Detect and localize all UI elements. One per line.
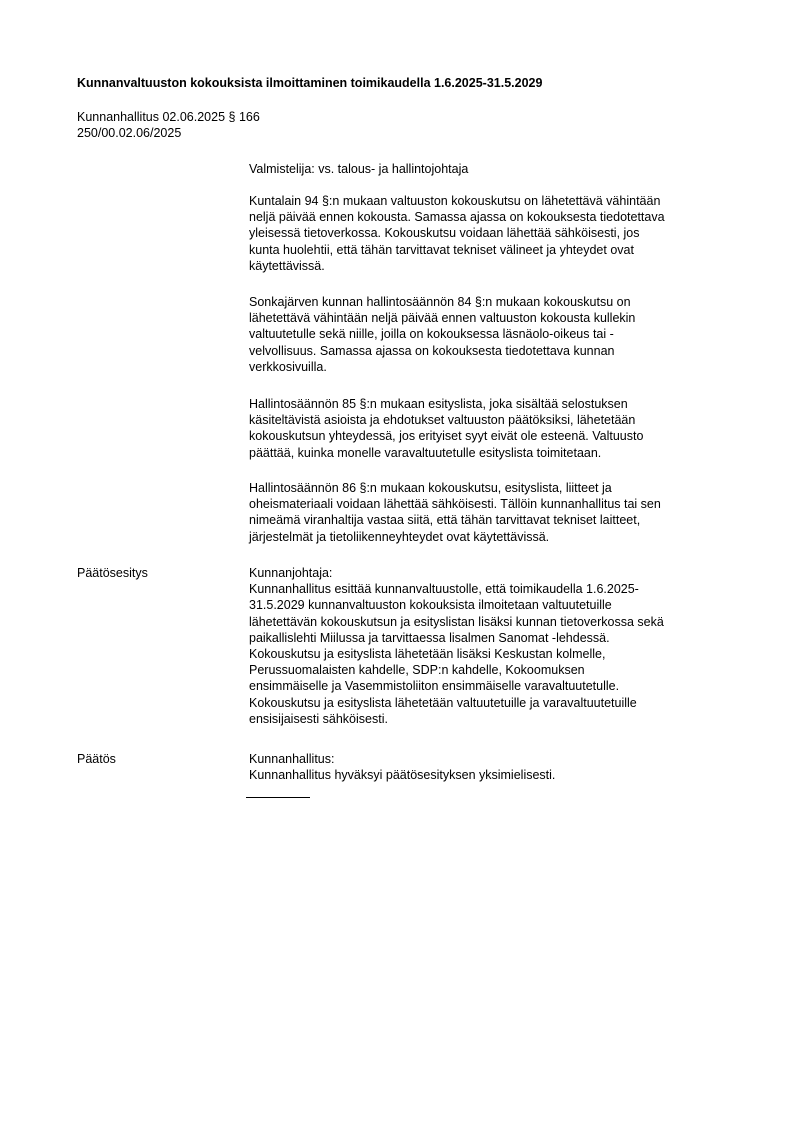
paragraph-text: Hallintosäännön 86 §:n mukaan kokouskutsu, esityslista, liitteet ja oheismateriaali voidaan lähettää sähköisesti. Tällöin kunnanhallitus tai sen nimeämä viranhaltija vastaa siitä, että tähän tarvittavat tekniset laitteet, järjestelmät ja tietoliikenneyhteydet ovat käytettävissä.: [249, 481, 661, 544]
meeting-meta: [77, 109, 260, 141]
case-number: 250/00.02.06/2025: [77, 126, 182, 140]
document-title: Kunnanvaltuuston kokouksista ilmoittaminen toimikaudella 1.6.2025-31.5.2029: [77, 76, 543, 90]
proposal-section: [249, 565, 749, 727]
decision-label: Päätös: [77, 752, 116, 766]
proposal-label: Päätösesitys: [77, 566, 148, 580]
paragraph-1: [249, 193, 749, 274]
decision-section: [249, 751, 749, 783]
paragraph-text: Kuntalain 94 §:n mukaan valtuuston kokouskutsu on lähetettävä vähintään neljä päivää ennen kokousta. Samassa ajassa on kokouksesta tiedotettava yleisessä tietoverkossa. Kokouskutsu voidaan lähettää sähköisesti, jos kunta huolehtii, että tähän tarvittavat tekniset välineet ja yhteydet ovat käytettävissä.: [249, 194, 665, 273]
decision-text: Kunnanhallitus hyväksyi päätösesityksen yksimielisesti.: [249, 768, 556, 783]
paragraph-text: Hallintosäännön 85 §:n mukaan esityslista, joka sisältää selostuksen käsiteltävistä asioista ja ehdotukset valtuuston päätöksiksi, lähetetään kokouskutsun yhteydessä, jos erityiset syyt eivät ole esteenä. Valtuusto päättää, kuinka monelle varavaltuutetulle esityslista toimitetaan.: [249, 397, 644, 460]
paragraph-text: Sonkajärven kunnan hallintosäännön 84 §:n mukaan kokouskutsu on lähetettävä vähintään neljä päivää ennen valtuuston kokousta kullekin valtuutetulle sekä niille, joilla on kokouksessa läsnäolo-oikeus tai - velvollisuus. Samassa ajassa on kokouksesta tiedotettava kunnan verkkosivuilla.: [249, 295, 636, 374]
meeting-reference: Kunnanhallitus 02.06.2025 § 166: [77, 110, 260, 124]
end-divider: [246, 797, 310, 798]
paragraph-3: [249, 396, 749, 461]
proposal-text: Kunnanhallitus esittää kunnanvaltuustolle, että toimikaudella 1.6.2025- 31.5.2029 kunnanvaltuuston kokouksista ilmoitetaan valtuutetuille lähetettävän kokouskutsun ja esityslistan lisäksi kunnan tietoverkossa sekä paikallislehti Miilussa ja tarvittaessa lisalmen Sanomat -lehdessä. Kokouskutsu ja esityslista lähetetään lisäksi Keskustan kolmelle, Perussuomalaisten kahdelle, SDP:n kahdelle, Kokoomuksen ensimmäiselle ja Vasemmistoliiton ensimmäiselle varavaltuutetulle. Kokouskutsu ja esityslista lähetetään valtuutetuille ja varavaltuutetuille ensisijaisesti sähköisesti.: [249, 582, 664, 726]
proposal-author: Kunnanjohtaja:: [249, 566, 333, 580]
preparer-text: Valmistelija: vs. talous- ja hallintojohtaja: [249, 162, 469, 176]
paragraph-4: [249, 480, 749, 545]
paragraph-2: [249, 294, 749, 375]
preparer-line: [249, 161, 749, 177]
decision-author: Kunnanhallitus:: [249, 752, 335, 766]
